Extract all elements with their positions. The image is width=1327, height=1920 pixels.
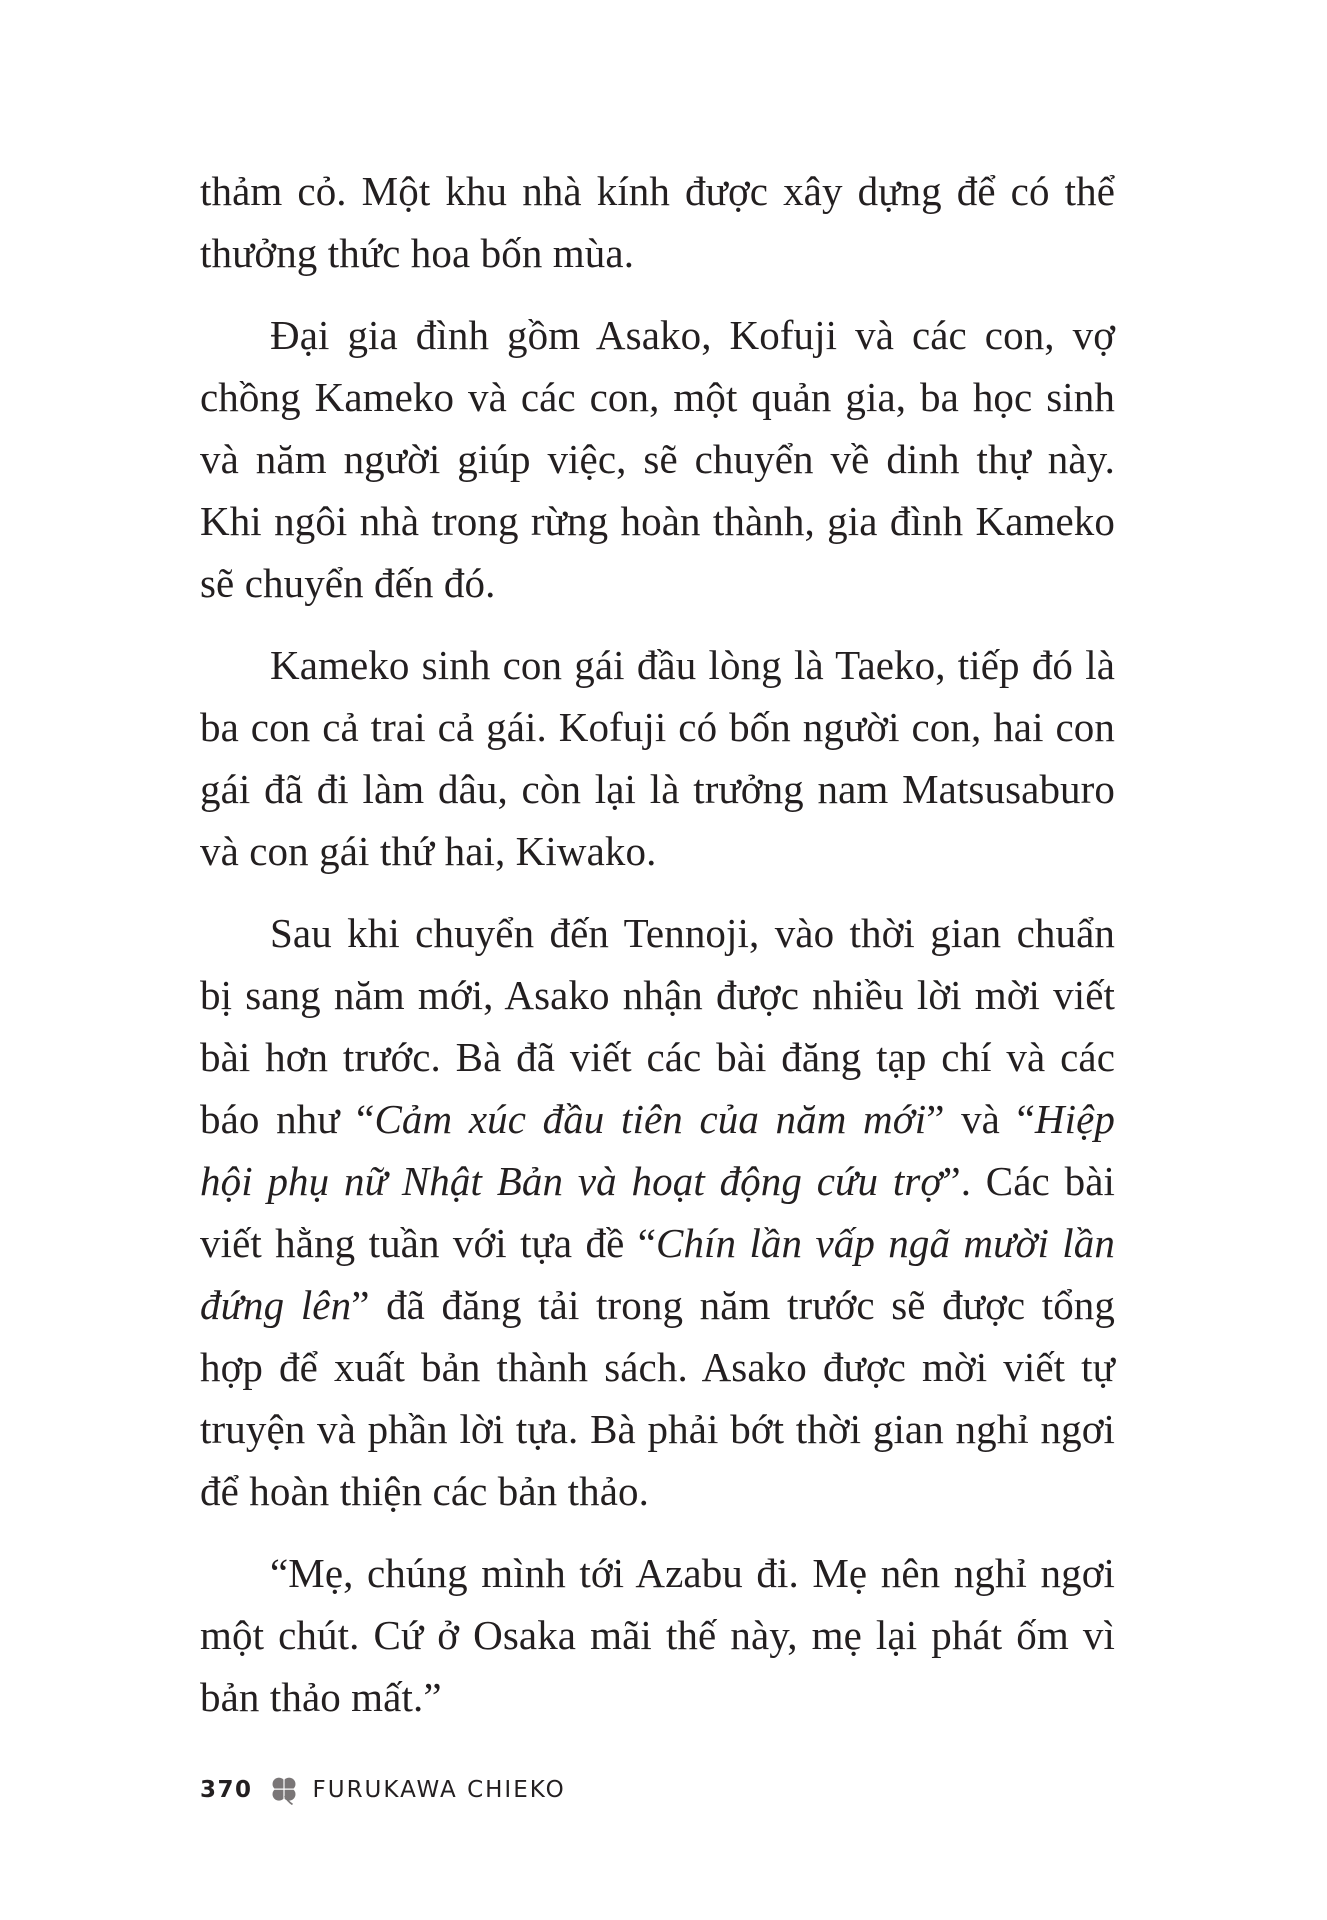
clover-icon — [267, 1773, 301, 1807]
text-run: “Mẹ, chúng mình tới Azabu đi. Mẹ nên nghỉ ngơi một chút. Cứ ở Osaka mãi thế này, mẹ lại phát ốm vì bản thảo mất.” — [200, 1550, 1115, 1720]
text-run: ” và “ — [926, 1096, 1035, 1142]
text-run: Kameko sinh con gái đầu lòng là Taeko, tiếp đó là ba con cả trai cả gái. Kofuji có bốn người con, hai con gái đã đi làm dâu, còn lại là trưởng nam Matsusaburo và con gái thứ hai, Kiwako. — [200, 642, 1115, 874]
text-run: ”. Các bài viết hằng tuần với tựa đề “ — [200, 1158, 1115, 1266]
page-footer — [200, 1770, 566, 1810]
text-run: ” đã đăng tải trong năm trước sẽ được tổng hợp để xuất bản thành sách. Asako được mời viết tự truyện và phần lời tựa. Bà phải bớt thời gian nghỉ ngơi để hoàn thiện các bản thảo. — [200, 1282, 1115, 1514]
author-name: FURUKAWA CHIEKO — [312, 1777, 566, 1803]
italic-title: Chín lần vấp ngã mười lần đứng lên — [200, 1220, 1115, 1328]
body-text — [200, 160, 1115, 1748]
text-run: thảm cỏ. Một khu nhà kính được xây dựng để có thể thưởng thức hoa bốn mùa. — [200, 168, 1115, 276]
paragraph-3 — [200, 634, 1115, 882]
paragraph-1 — [200, 160, 1115, 284]
paragraph-5 — [200, 1542, 1115, 1728]
italic-title: Hiệp hội phụ nữ Nhật Bản và hoạt động cứu trợ — [200, 1096, 1115, 1204]
text-run: Sau khi chuyển đến Tennoji, vào thời gian chuẩn bị sang năm mới, Asako nhận được nhiều lời mời viết bài hơn trước. Bà đã viết các bài đăng tạp chí và các báo như “ — [200, 910, 1115, 1142]
text-run: Đại gia đình gồm Asako, Kofuji và các con, vợ chồng Kameko và các con, một quản gia, ba học sinh và năm người giúp việc, sẽ chuyển về dinh thự này. Khi ngôi nhà trong rừng hoàn thành, gia đình Kameko sẽ chuyển đến đó. — [200, 312, 1115, 606]
page-number: 370 — [200, 1777, 253, 1803]
italic-title: Cảm xúc đầu tiên của năm mới — [374, 1096, 927, 1142]
paragraph-2 — [200, 304, 1115, 614]
paragraph-4 — [200, 902, 1115, 1522]
